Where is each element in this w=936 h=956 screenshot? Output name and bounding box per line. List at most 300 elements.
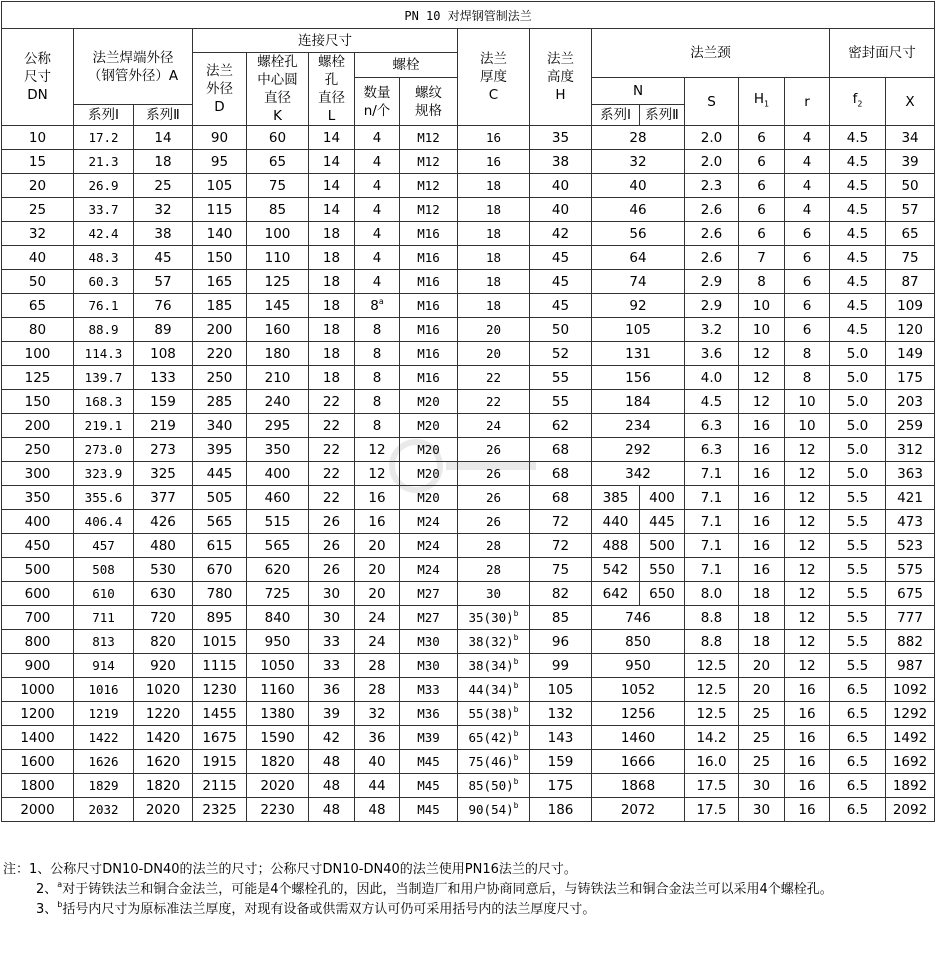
cell-x: 987 [886,654,935,678]
cell-n1: 1666 [592,750,685,774]
cell-c: $90(54)^b$ [458,798,530,822]
cell-a1: 48.3 [74,246,134,270]
cell-c: $35(30)^b$ [458,606,530,630]
cell-n1: 40 [592,174,685,198]
cell-n: 12 [355,462,400,486]
cell-spec: M16 [400,222,458,246]
cell-x: 575 [886,558,935,582]
cell-h: 85 [530,606,592,630]
cell-c: 18 [458,174,530,198]
cell-d: 105 [193,174,247,198]
cell-k: 2020 [247,774,309,798]
cell-x: 421 [886,486,935,510]
cell-dn: 1200 [2,702,74,726]
cell-x: 259 [886,414,935,438]
cell-a1: 1422 [74,726,134,750]
cell-s: 3.6 [685,342,739,366]
cell-l: 22 [309,414,355,438]
cell-x: 75 [886,246,935,270]
cell-c: $75(46)^b$ [458,750,530,774]
cell-h: 159 [530,750,592,774]
cell-n: 12 [355,438,400,462]
table-row [2,510,935,534]
cell-n1: 746 [592,606,685,630]
cell-s: 2.0 [685,150,739,174]
cell-n2: 400 [640,486,685,510]
cell-a2: 38 [134,222,193,246]
cell-n1: 1460 [592,726,685,750]
cell-f2: 5.0 [830,390,886,414]
cell-a2: 159 [134,390,193,414]
cell-n1: 440 [592,510,640,534]
cell-n1: 1868 [592,774,685,798]
cell-x: 57 [886,198,935,222]
cell-k: 210 [247,366,309,390]
cell-h1: 25 [739,750,785,774]
table-row [2,174,935,198]
cell-l: 18 [309,366,355,390]
cell-r: 16 [785,774,830,798]
cell-dn: 32 [2,222,74,246]
cell-r: 12 [785,438,830,462]
table-row [2,798,935,822]
cell-dn: 1400 [2,726,74,750]
cell-h1: 18 [739,582,785,606]
cell-dn: 200 [2,414,74,438]
cell-dn: 700 [2,606,74,630]
cell-x: 87 [886,270,935,294]
cell-k: 180 [247,342,309,366]
cell-n: 44 [355,774,400,798]
cell-a1: 1626 [74,750,134,774]
cell-l: 22 [309,462,355,486]
cell-s: 17.5 [685,798,739,822]
cell-s: 2.6 [685,246,739,270]
cell-s: 7.1 [685,510,739,534]
cell-x: 1692 [886,750,935,774]
cell-h: 75 [530,558,592,582]
table-row [2,534,935,558]
cell-n1: 488 [592,534,640,558]
header-f2: $f_2$ [830,78,886,126]
cell-h1: 20 [739,654,785,678]
cell-a2: 2020 [134,798,193,822]
cell-h1: 20 [739,678,785,702]
cell-a1: 88.9 [74,318,134,342]
cell-a1: 42.4 [74,222,134,246]
cell-c: 28 [458,558,530,582]
cell-f2: 4.5 [830,294,886,318]
cell-k: 2230 [247,798,309,822]
cell-k: 295 [247,414,309,438]
cell-s: 7.1 [685,462,739,486]
cell-h: 68 [530,486,592,510]
cell-k: 100 [247,222,309,246]
header-k: 螺栓孔 中心圆 直径 K [247,53,309,126]
cell-a1: 26.9 [74,174,134,198]
cell-r: 12 [785,654,830,678]
cell-s: 2.3 [685,174,739,198]
cell-dn: 300 [2,462,74,486]
cell-a2: 25 [134,174,193,198]
cell-h: 38 [530,150,592,174]
cell-h: 186 [530,798,592,822]
cell-dn: 150 [2,390,74,414]
cell-a1: 60.3 [74,270,134,294]
cell-a1: 813 [74,630,134,654]
header-a-series1: 系列Ⅰ [74,105,134,126]
header-r: r [785,78,830,126]
cell-s: 7.1 [685,534,739,558]
cell-k: 565 [247,534,309,558]
cell-h1: 18 [739,630,785,654]
table-row [2,774,935,798]
cell-n: 16 [355,510,400,534]
cell-s: 12.5 [685,702,739,726]
table-row [2,222,935,246]
cell-n1: 64 [592,246,685,270]
table-row [2,366,935,390]
cell-n2: 650 [640,582,685,606]
cell-n: 4 [355,198,400,222]
cell-n1: 28 [592,126,685,150]
cell-h1: 6 [739,150,785,174]
cell-n: 8 [355,414,400,438]
cell-f2: 5.5 [830,582,886,606]
cell-x: 34 [886,126,935,150]
cell-n: 4 [355,246,400,270]
cell-l: 14 [309,198,355,222]
cell-r: 6 [785,318,830,342]
cell-dn: 15 [2,150,74,174]
cell-dn: 100 [2,342,74,366]
cell-f2: 5.5 [830,606,886,630]
cell-h1: 16 [739,438,785,462]
cell-spec: M20 [400,390,458,414]
cell-h: 96 [530,630,592,654]
cell-s: 2.6 [685,198,739,222]
cell-n1: 156 [592,366,685,390]
table-row [2,270,935,294]
cell-h: 45 [530,246,592,270]
cell-r: 4 [785,126,830,150]
cell-l: 18 [309,342,355,366]
cell-l: 36 [309,678,355,702]
cell-f2: 5.0 [830,366,886,390]
cell-a1: 508 [74,558,134,582]
cell-spec: M16 [400,246,458,270]
cell-k: 75 [247,174,309,198]
cell-f2: 6.5 [830,678,886,702]
cell-spec: M16 [400,270,458,294]
cell-s: 14.2 [685,726,739,750]
cell-a1: 33.7 [74,198,134,222]
cell-n1: 46 [592,198,685,222]
table-row [2,702,935,726]
cell-h1: 16 [739,486,785,510]
cell-l: 48 [309,774,355,798]
cell-h: 105 [530,678,592,702]
cell-l: 18 [309,294,355,318]
cell-spec: M27 [400,582,458,606]
cell-a2: 1420 [134,726,193,750]
header-n-series1: 系列Ⅰ [592,105,640,126]
cell-s: 4.5 [685,390,739,414]
cell-n1: 950 [592,654,685,678]
cell-n1: 1052 [592,678,685,702]
cell-spec: M12 [400,198,458,222]
cell-d: 395 [193,438,247,462]
cell-s: 4.0 [685,366,739,390]
table-row [2,126,935,150]
cell-h: 55 [530,366,592,390]
header-spec: 螺纹 规格 [400,78,458,126]
cell-spec: M24 [400,558,458,582]
cell-h1: 6 [739,126,785,150]
cell-h1: 25 [739,726,785,750]
cell-spec: M20 [400,486,458,510]
cell-a2: 219 [134,414,193,438]
table-title: PN 10 对焊钢管制法兰 [2,2,935,29]
cell-r: 10 [785,390,830,414]
cell-s: 7.1 [685,558,739,582]
cell-a1: 711 [74,606,134,630]
cell-spec: M20 [400,438,458,462]
cell-d: 615 [193,534,247,558]
cell-n1: 74 [592,270,685,294]
cell-h1: 30 [739,798,785,822]
cell-d: 1915 [193,750,247,774]
cell-x: 50 [886,174,935,198]
cell-spec: M36 [400,702,458,726]
cell-r: 16 [785,750,830,774]
cell-h: 99 [530,654,592,678]
cell-a2: 57 [134,270,193,294]
header-bolt: 螺栓 [355,53,458,78]
cell-h: 132 [530,702,592,726]
cell-c: 22 [458,390,530,414]
cell-n1: 92 [592,294,685,318]
cell-n2: 550 [640,558,685,582]
cell-l: 22 [309,438,355,462]
cell-a1: 17.2 [74,126,134,150]
cell-s: 12.5 [685,678,739,702]
cell-a2: 89 [134,318,193,342]
cell-h: 42 [530,222,592,246]
cell-r: 10 [785,414,830,438]
cell-a2: 1620 [134,750,193,774]
cell-c: 16 [458,150,530,174]
cell-x: 675 [886,582,935,606]
cell-a1: 273.0 [74,438,134,462]
cell-n: 20 [355,582,400,606]
cell-a2: 133 [134,366,193,390]
cell-k: 1590 [247,726,309,750]
cell-a2: 45 [134,246,193,270]
cell-h: 55 [530,390,592,414]
cell-k: 1160 [247,678,309,702]
cell-n2: 445 [640,510,685,534]
cell-l: 22 [309,390,355,414]
cell-r: 4 [785,150,830,174]
cell-f2: 6.5 [830,702,886,726]
cell-x: 1492 [886,726,935,750]
cell-d: 200 [193,318,247,342]
cell-n: 20 [355,558,400,582]
cell-s: 3.2 [685,318,739,342]
cell-dn: 350 [2,486,74,510]
cell-f2: 4.5 [830,222,886,246]
cell-a2: 480 [134,534,193,558]
cell-h1: 6 [739,222,785,246]
cell-c: 20 [458,342,530,366]
cell-k: 400 [247,462,309,486]
cell-l: 26 [309,510,355,534]
cell-n: 4 [355,174,400,198]
cell-n1: 542 [592,558,640,582]
cell-spec: M45 [400,750,458,774]
cell-s: 8.0 [685,582,739,606]
cell-dn: 80 [2,318,74,342]
cell-dn: 2000 [2,798,74,822]
cell-h: 62 [530,414,592,438]
cell-n1: 850 [592,630,685,654]
cell-dn: 1800 [2,774,74,798]
cell-n: 20 [355,534,400,558]
cell-c: 18 [458,222,530,246]
cell-h1: 12 [739,366,785,390]
cell-spec: M24 [400,510,458,534]
cell-dn: 800 [2,630,74,654]
cell-d: 1230 [193,678,247,702]
table-row [2,678,935,702]
cell-k: 950 [247,630,309,654]
cell-h1: 12 [739,342,785,366]
cell-f2: 6.5 [830,798,886,822]
cell-h: 82 [530,582,592,606]
cell-h: 45 [530,270,592,294]
header-x: X [886,78,935,126]
cell-a1: 139.7 [74,366,134,390]
cell-d: 150 [193,246,247,270]
cell-r: 6 [785,294,830,318]
cell-n: 24 [355,606,400,630]
cell-c: 18 [458,294,530,318]
cell-l: 18 [309,318,355,342]
cell-dn: 600 [2,582,74,606]
cell-d: 95 [193,150,247,174]
cell-a2: 273 [134,438,193,462]
cell-a1: 457 [74,534,134,558]
cell-f2: 5.5 [830,558,886,582]
cell-spec: M27 [400,606,458,630]
cell-n2: 500 [640,534,685,558]
cell-x: 39 [886,150,935,174]
notes [3,860,933,920]
cell-n1: 105 [592,318,685,342]
cell-c: 26 [458,462,530,486]
cell-s: 2.6 [685,222,739,246]
header-l: 螺栓 孔 直径 L [309,53,355,126]
cell-spec: M20 [400,414,458,438]
cell-h: 40 [530,174,592,198]
cell-k: 125 [247,270,309,294]
cell-n: 16 [355,486,400,510]
cell-a2: 1020 [134,678,193,702]
cell-s: 2.0 [685,126,739,150]
table-row [2,342,935,366]
cell-h: 72 [530,534,592,558]
table-row [2,414,935,438]
cell-a1: 406.4 [74,510,134,534]
cell-x: 363 [886,462,935,486]
cell-f2: 4.5 [830,126,886,150]
header-a-series2: 系列Ⅱ [134,105,193,126]
cell-x: 175 [886,366,935,390]
cell-a1: 355.6 [74,486,134,510]
cell-l: 30 [309,606,355,630]
cell-a1: 219.1 [74,414,134,438]
cell-x: 312 [886,438,935,462]
cell-h1: 16 [739,414,785,438]
cell-n1: 32 [592,150,685,174]
note-2: 2、$^a$对于铸铁法兰和铜合金法兰，可能是4个螺栓孔的，因此，当制造厂和用户协商同意后，与铸铁法兰和铜合金法兰可以采用4个螺栓孔。 [36,880,833,897]
cell-h1: 12 [739,390,785,414]
cell-x: 473 [886,510,935,534]
cell-x: 1892 [886,774,935,798]
cell-d: 895 [193,606,247,630]
cell-l: 26 [309,534,355,558]
cell-n: 28 [355,678,400,702]
cell-spec: M30 [400,630,458,654]
cell-dn: 50 [2,270,74,294]
cell-d: 185 [193,294,247,318]
cell-d: 220 [193,342,247,366]
cell-a2: 820 [134,630,193,654]
cell-l: 48 [309,750,355,774]
cell-x: 1292 [886,702,935,726]
cell-h1: 10 [739,318,785,342]
cell-spec: M45 [400,774,458,798]
cell-n1: 385 [592,486,640,510]
cell-f2: 6.5 [830,726,886,750]
cell-n: 36 [355,726,400,750]
cell-f2: 5.5 [830,534,886,558]
cell-r: 8 [785,342,830,366]
cell-h1: 18 [739,606,785,630]
cell-d: 90 [193,126,247,150]
note-3: 3、$^b$括号内尺寸为原标准法兰厚度，对现有设备或供需双方认可仍可采用括号内的法兰厚度尺寸。 [36,900,596,917]
cell-a1: 914 [74,654,134,678]
cell-a2: 530 [134,558,193,582]
cell-r: 12 [785,462,830,486]
cell-dn: 900 [2,654,74,678]
cell-r: 12 [785,630,830,654]
cell-spec: M16 [400,366,458,390]
cell-h1: 8 [739,270,785,294]
cell-s: 2.9 [685,294,739,318]
cell-a2: 1820 [134,774,193,798]
cell-r: 4 [785,174,830,198]
cell-l: 33 [309,654,355,678]
cell-f2: 5.0 [830,438,886,462]
cell-k: 85 [247,198,309,222]
cell-a1: 2032 [74,798,134,822]
cell-f2: 4.5 [830,150,886,174]
cell-s: 17.5 [685,774,739,798]
cell-spec: M12 [400,150,458,174]
cell-n1: 56 [592,222,685,246]
